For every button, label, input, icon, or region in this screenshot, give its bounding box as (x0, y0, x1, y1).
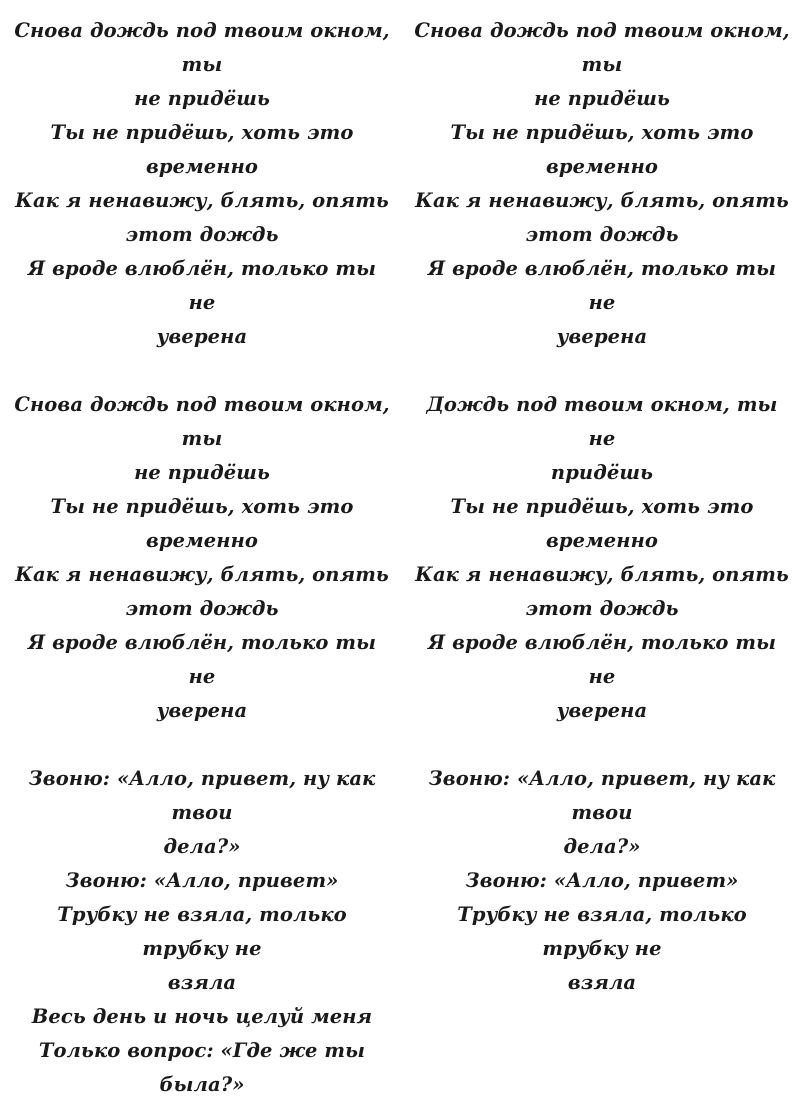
right-lyrics-column (412, 14, 797, 1000)
lyric-line: этот дождь (125, 597, 279, 620)
stanza (12, 388, 397, 728)
lyric-line: Как я ненавижу, блять, опять (415, 189, 789, 212)
lyric-line: дела?» (163, 835, 241, 858)
lyric-line: придёшь (550, 461, 654, 484)
lyric-line: Как я ненавижу, блять, опять (415, 563, 789, 586)
stanza (412, 14, 797, 354)
lyric-line: этот дождь (525, 223, 679, 246)
lyric-line: Дождь под твоим окном, ты не (426, 393, 785, 450)
lyric-line: уверена (556, 699, 648, 722)
stanza (412, 762, 792, 1000)
lyric-line: Звоню: «Алло, привет, ну как твои (28, 767, 383, 824)
lyric-line: Снова дождь под твоим окном, ты (14, 19, 397, 76)
lyric-line: этот дождь (125, 223, 279, 246)
lyric-line: Я вроде влюблён, только ты не (427, 631, 783, 688)
lyric-line: Весь день и ночь целуй меня (31, 1005, 373, 1028)
lyric-line: Трубку не взяла, только трубку не (457, 903, 754, 960)
lyric-line: Только вопрос: «Где же ты была?» (38, 1039, 372, 1096)
lyric-line: Трубку не взяла, только трубку не (57, 903, 354, 960)
left-lyrics-column (12, 14, 397, 1102)
lyric-line: Как я ненавижу, блять, опять (15, 563, 389, 586)
lyric-line: Звоню: «Алло, привет, ну как твои (428, 767, 783, 824)
lyric-line: взяла (567, 971, 637, 994)
lyric-line: Звоню: «Алло, привет» (65, 869, 339, 892)
stanza (12, 762, 392, 1102)
lyric-line: Снова дождь под твоим окном, ты (14, 393, 397, 450)
lyric-line: Я вроде влюблён, только ты не (27, 257, 383, 314)
lyric-line: Я вроде влюблён, только ты не (427, 257, 783, 314)
lyric-line: Звоню: «Алло, привет» (465, 869, 739, 892)
lyric-line: этот дождь (525, 597, 679, 620)
lyric-line: Ты не придёшь, хоть это временно (450, 495, 761, 552)
lyric-line: Я вроде влюблён, только ты не (27, 631, 383, 688)
lyric-line: Ты не придёшь, хоть это временно (450, 121, 761, 178)
stanza (412, 388, 792, 728)
lyric-line: не придёшь (134, 87, 270, 110)
lyric-line: дела?» (563, 835, 641, 858)
lyric-line: уверена (156, 699, 248, 722)
lyric-line: не придёшь (534, 87, 670, 110)
lyric-line: Как я ненавижу, блять, опять (15, 189, 389, 212)
lyric-line: Ты не придёшь, хоть это временно (50, 121, 361, 178)
lyric-line: Ты не придёшь, хоть это временно (50, 495, 361, 552)
stanza (12, 14, 397, 354)
lyric-line: уверена (156, 325, 248, 348)
lyric-line: Снова дождь под твоим окном, ты (414, 19, 797, 76)
lyric-line: уверена (556, 325, 648, 348)
lyric-line: не придёшь (134, 461, 270, 484)
lyric-line: взяла (167, 971, 237, 994)
